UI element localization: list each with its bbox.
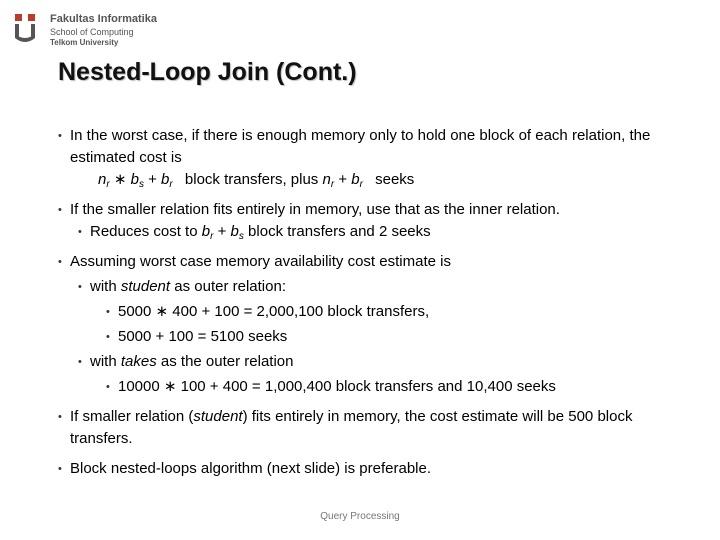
- slide-title: Nested-Loop Join (Cont.): [58, 58, 357, 86]
- bullet-reduces-cost: • Reduces cost to $b_r + b_s$ block transfers and 2 seeks: [78, 221, 698, 243]
- bullet-calc-transfers: • 5000 ∗ 400 + 100 = 2,000,100 block transfers,: [106, 301, 698, 323]
- faculty-logo: [14, 12, 174, 48]
- bullet-calc-seeks: • 5000 + 100 = 5100 seeks: [106, 326, 698, 348]
- bullet-with-student: • with student as outer relation:: [78, 276, 698, 298]
- bullet-if-smaller: • If smaller relation (student) fits entirely in memory, the cost estimate will be 500 block transfers.: [58, 406, 698, 450]
- logo-faculty-name: Fakultas Informatika: [50, 13, 157, 25]
- slide-content: [58, 125, 698, 480]
- telkom-logo-icon: [14, 14, 36, 44]
- logo-university-name: Telkom University: [50, 38, 119, 47]
- bullet-calc-takes: • 10000 ∗ 100 + 400 = 1,000,400 block transfers and 10,400 seeks: [106, 376, 698, 398]
- logo-school-name: School of Computing: [50, 27, 134, 37]
- bullet-with-takes: • with takes as the outer relation: [78, 351, 698, 373]
- bullet-worst-case: • In the worst case, if there is enough memory only to hold one block of each relation, the estimated cost is: [58, 125, 698, 169]
- cost-formula: $n_r$ ∗ $b_s + b_r$ block transfers, plus $n_r + b_r$ seeks: [98, 171, 415, 190]
- bullet-assuming: • Assuming worst case memory availability cost estimate is: [58, 251, 698, 273]
- slide-footer: Query Processing: [320, 511, 400, 522]
- bullet-smaller-fits: • If the smaller relation fits entirely in memory, use that as the inner relation.: [58, 199, 698, 221]
- bullet-block-nested: • Block nested-loops algorithm (next slide) is preferable.: [58, 458, 698, 480]
